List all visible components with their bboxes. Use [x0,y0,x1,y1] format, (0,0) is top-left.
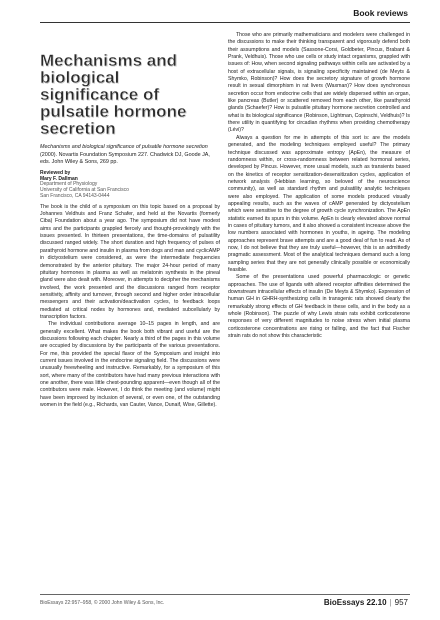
article-title: Mechanisms and biological significance of pulsatile hormone secretion [40,51,187,138]
body-paragraph: Always a question for me in attempts of this sort is: are the models generated, and the modeling techniques employed useful? The primary technique discussed was approximate entropy (ApEn), the measure of randomness within, or cross-randomness between related hormonal series, developed by Pincus. However, more usual models, such as transients based on the kinetics of receptor sensitization-desensitization cycles, application of network analysis (Hebbian learning, so beloved of the neuroscience community), as well as standard rhythm and pulsatility analytic techniques were also employed. The application of some models produced visually appealing results, such as the waves of cAMP generated by dictyostelium which were sensitive to the degree of growth cycle synchronization. The ApEn statistic earned its spurs in this volume. ApEn is clearly elevated above normal in cases of pituitary tumors, and it also showed a consistent increase above the low numbers associated with hormones in youths, in ageing. The modeling approaches represent brave attempts and are a good deal of fun to read. As of now, I do not believe that they are truly useful—however, this is an admittedly pragmatic assessment. Most of the analytical techniques demand such a long sampling series that they are not generally clinically possible or economically feasible. [228,134,410,273]
reviewer-university: University of California at San Francisco [40,187,129,194]
footer-copyright: BioEssays 22:957–958, © 2000 John Wiley & Sons, Inc. [40,600,165,606]
citation-title: Mechanisms and biological significance of pulsatile hormone secretion [40,144,208,150]
footer-journal: BioEssays 22.10 [323,598,387,607]
header-rule [40,22,410,23]
left-column [40,52,220,409]
footer-rule [40,594,410,595]
footer-separator: | [389,598,392,607]
right-column [228,32,410,340]
reviewer-block [40,171,220,200]
book-citation [40,144,220,167]
reviewer-city: San Francisco, CA 94143-0444 [40,192,110,199]
reviewer-name: Mary F. Dallman [40,175,78,182]
body-paragraph: The book is the child of a symposium on this topic based on a proposal by Johannes Veldhuis and Franz Schafer, and held at the Novartis (formerly Ciba) Foundation about a year ago. The symposium did not have modest aims and the participants grappled fiercely and thought-provokingly with the issues presented. In thirteen presentations, the time-domains of pulsatility discussed ranged widely. The short duration and high frequency of pulses of parathyroid hormone and insulin in plasma from dogs and man and cyclicAMP in dictyostelium were considered, as were the intermediate frequencies demonstrated by the anterior pituitary. The major 24-hour period of many pituitary hormones in plasma as well as melatonin synthesis in the pineal gland were also dealt with. Moreover, in attempts to decipher the mechanisms involved, the work presented and the discussions ranged from receptor sensitivity, affinity and turnover, through second and higher order intracellular messengers and their activation/deactivation cycles, to feedback loops mediated at critical nodes by hormones and, mediated subcellularly by transcription factors. [40,203,220,320]
section-label: Book reviews [353,8,408,18]
body-paragraph: Some of the presentations used powerful pharmacologic or genetic approaches. The use of ligands with altered receptor affinities determined the downstream intracellular effects of insulin (De Meyts & Shymko). Expression of human GH in GHRH-synthesizing cells in transgenic rats showed clearly the remarkably strong effects of GH feedback in these cells, and in the body as a whole (Robinson). The puzzle of why Lewis strain rats exhibit corticosterone responses of very different magnitudes to noise stress when initial plasma corticosterone concentrations are rising or falling, and the fact that Fischer strain rats do not show this characteristic [228,274,410,340]
reviewer-department: Department of Physiology [40,181,98,188]
page-number: 957 [394,598,408,607]
body-paragraph: Those who are primarily mathematicians and modelers were challenged in the discussions to make their thinking transparent and vigorously defend both their assumptions and models (Sassone-Corsi, Goldbeter, Pincus, Brabant & Prank, Veldhuis). Those who use cells or study intact organisms, grappled with issues of: How, when second signaling pathways within cells are activated by a host of extracellular signals, is signaling specificity maintained (de Meyts & Shymko, Robinson)? How does the secretory signature of growth hormone result in sexual dimorphism in rat livers (Waxman)? How does synchronous secretion occur from endocrine cells that are widely dispersed within an organ, like pancreas (Butler) or scattered removed from each other, like parathyroid glands (Schaefer)? How is pulsatile pituitary hormone secretion controlled and what is its biological significance (Robinson, Lightman, Copinschi, Veldhuis)? Is there utility in quantifying for circadian rhythms when providing chemotherapy (Lévi)? [228,32,410,134]
body-paragraph: The individual contributions average 10–15 pages in length, and are generally excellent. What makes the book both vibrant and useful are the discussions following each chapter. Nearly a third of the pages in this volume are occupied by discussions by the participants of the various presentations. For me, this provided the special flavor of the Symposium and insight into current issues involved in the endocrine signaling field. The discussions were unusually freewheeling and instructive. Remarkably, for a symposium of this sort, where many of the contributors have had many previous interactions with one another, there was little chest-pounding apparent—even though all of the contributors were male. However, I do think the meeting (and volume) might have been improved by inclusion of several, or even one, of the outstanding women in the field (e.g., Richards, van Cauter, Vance, Dunaif, Wise, Gillette). [40,321,220,409]
citation-details: (2000). Novartis Foundation Symposium 227. Chadwick DJ, Goode JA, eds. John Wiley & Sons, 269 pp. [40,151,210,166]
footer-page-info [324,598,408,607]
reviewed-by-label: Reviewed by [40,169,71,176]
